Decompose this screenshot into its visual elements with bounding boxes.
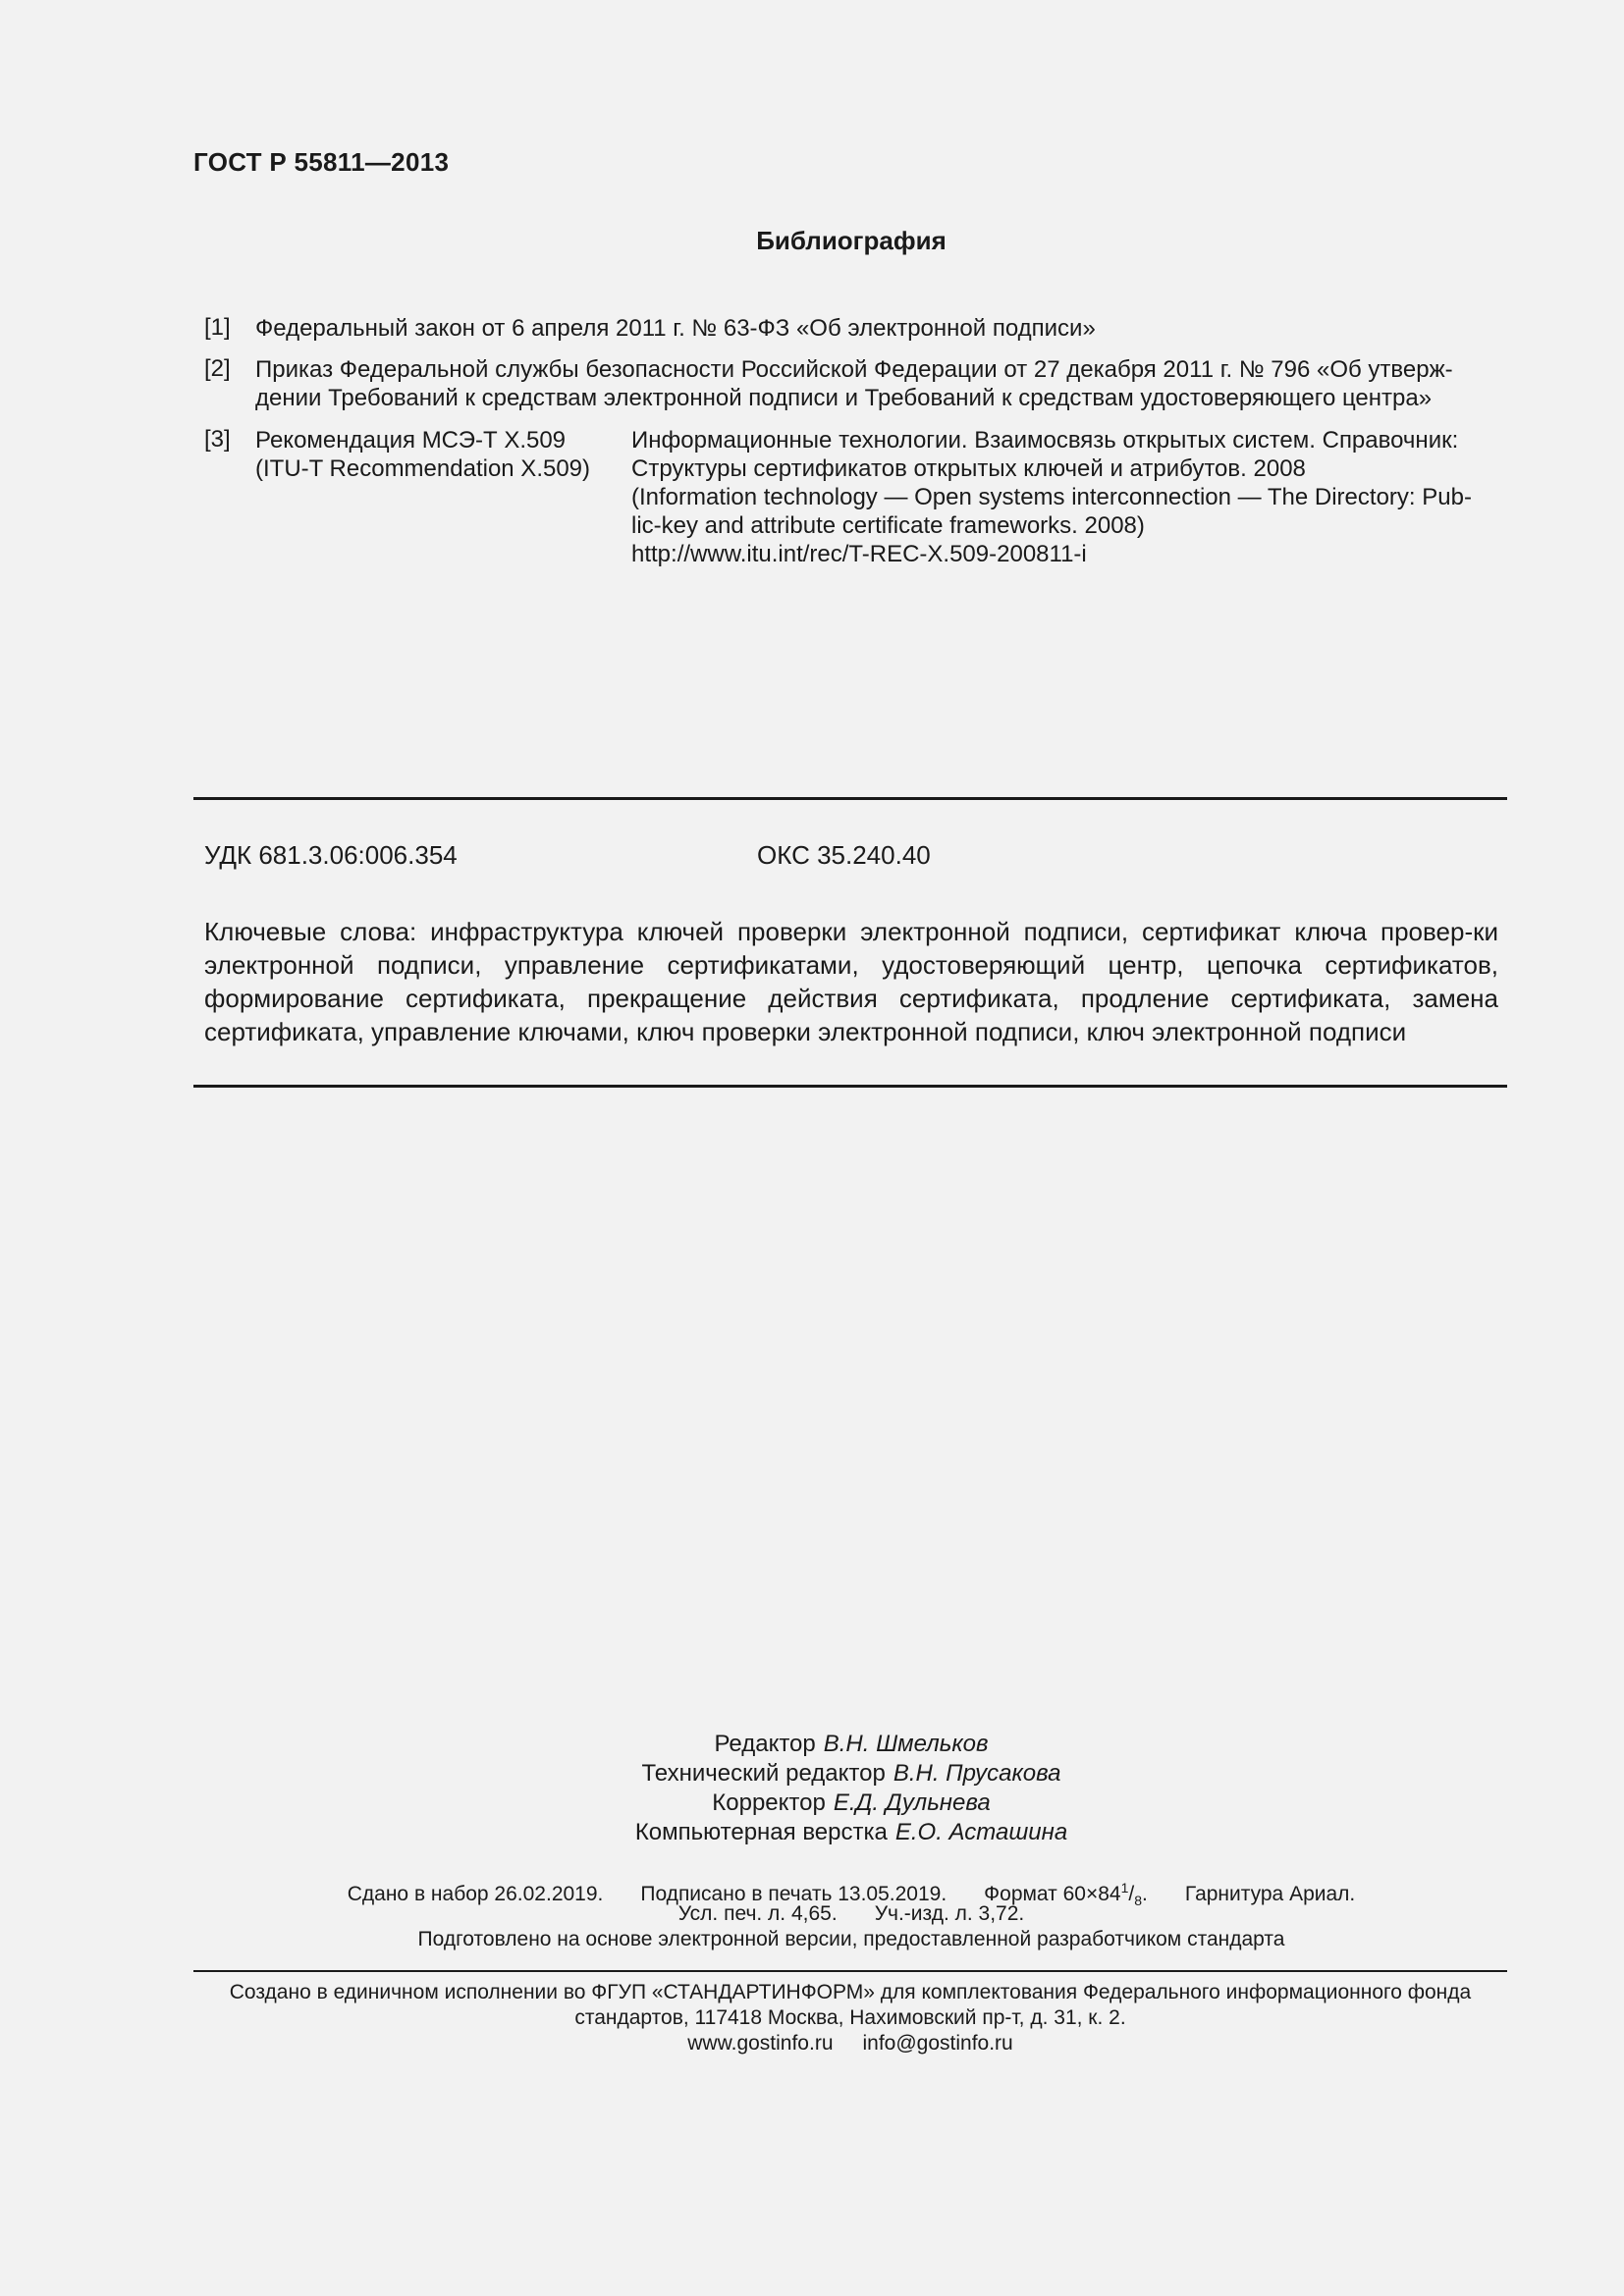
credit-role: Корректор (712, 1789, 826, 1816)
credit-name: В.Н. Шмельков (823, 1731, 989, 1757)
imprint-edit-sheets: Уч.-изд. л. 3,72. (874, 1902, 1025, 1925)
ref-1-number: [1] (204, 314, 231, 341)
credit-role: Редактор (714, 1731, 816, 1757)
credit-name: В.Н. Прусакова (893, 1760, 1061, 1787)
footer-block (193, 1980, 1507, 2056)
imprint-line-2 (0, 1901, 1624, 1927)
ref-2-text (255, 355, 1497, 412)
credit-name: Е.Д. Дульнева (833, 1789, 991, 1816)
credit-layout (0, 1818, 1624, 1847)
ref-3-url: http://www.itu.int/rec/T-REC-X.509-200811-i (631, 541, 1087, 567)
divider-top (193, 797, 1507, 800)
bibliography-title: Библиография (756, 226, 947, 255)
credits-block (0, 1730, 1624, 1847)
format-prefix: Формат 60×84 (984, 1883, 1121, 1905)
credit-role: Компьютерная верстка (634, 1819, 888, 1845)
imprint-prepared: Подготовлено на основе электронной версии, предоставленной разработчиком стандарта (417, 1928, 1285, 1950)
credit-corrector (0, 1789, 1624, 1818)
ref-2-line-1: Приказ Федеральной службы безопасности Российской Федерации от 27 декабря 2011 г. № 796 «Об утверж- (255, 356, 1453, 383)
credit-editor (0, 1730, 1624, 1759)
divider-bottom (193, 1085, 1507, 1088)
document-code: ГОСТ Р 55811—2013 (193, 147, 450, 177)
ref-2-line-2: дении Требований к средствам электронной подписи и Требований к средствам удостоверяющего центра» (255, 385, 1433, 411)
imprint-signed: Подписано в печать 13.05.2019. (640, 1883, 947, 1905)
format-end: . (1142, 1883, 1148, 1905)
ref-3-number: [3] (204, 426, 231, 453)
imprint-font: Гарнитура Ариал. (1184, 1883, 1356, 1905)
footer-site-link[interactable]: www.gostinfo.ru (687, 2032, 834, 2055)
footer-contacts (193, 2031, 1507, 2056)
format-sup: 1 (1120, 1880, 1129, 1896)
oks-code: ОКС 35.240.40 (757, 840, 931, 870)
format-sub: 8 (1134, 1893, 1143, 1909)
ref-3-description (631, 426, 1497, 568)
footer-email-link[interactable]: info@gostinfo.ru (862, 2032, 1013, 2055)
format-slash: / (1128, 1883, 1135, 1905)
ref-3-designation-ru: Рекомендация МСЭ-Т Х.509 (255, 427, 567, 454)
imprint-print-sheets: Усл. печ. л. 4,65. (677, 1902, 838, 1925)
udk-code: УДК 681.3.06:006.354 (204, 840, 458, 870)
ref-3-line-1: Информационные технологии. Взаимосвязь открытых систем. Справочник: (631, 427, 1459, 454)
credit-name: Е.О. Асташина (894, 1819, 1068, 1845)
ref-3-designation (255, 426, 619, 483)
ref-3-line-2: Структуры сертификатов открытых ключей и атрибутов. 2008 (631, 455, 1306, 482)
footer-line-1: Создано в единичном исполнении во ФГУП «СТАНДАРТИНФОРМ» для комплектования Федерального информационного фонда (229, 1981, 1472, 2003)
imprint-sent: Сдано в набор 26.02.2019. (347, 1883, 604, 1905)
credit-tech-editor (0, 1759, 1624, 1789)
ref-1-text: Федеральный закон от 6 апреля 2011 г. № 63-ФЗ «Об электронной подписи» (255, 315, 1096, 342)
footer-line-2: стандартов, 117418 Москва, Нахимовский пр-т, д. 31, к. 2. (574, 2006, 1126, 2029)
keywords: Ключевые слова: инфраструктура ключей проверки электронной подписи, сертификат ключа провер-ки электронной подписи, управление сертификатами, удостоверяющий центр, цепочка сертификатов, формирование сертификата, прекращение действия сертификата, продление сертификата, замена сертификата, управление ключами, ключ проверки электронной подписи, ключ электронной подписи (204, 917, 1498, 1046)
ref-2-number: [2] (204, 355, 231, 382)
divider-footer (193, 1970, 1507, 1972)
credit-role: Технический редактор (641, 1760, 886, 1787)
ref-3-line-3: (Information technology — Open systems interconnection — The Directory: Pub- (631, 484, 1472, 510)
ref-3-designation-en: (ITU-T Recommendation X.509) (255, 455, 591, 482)
ref-3-line-4: lic-key and attribute certificate frameworks. 2008) (631, 512, 1145, 539)
